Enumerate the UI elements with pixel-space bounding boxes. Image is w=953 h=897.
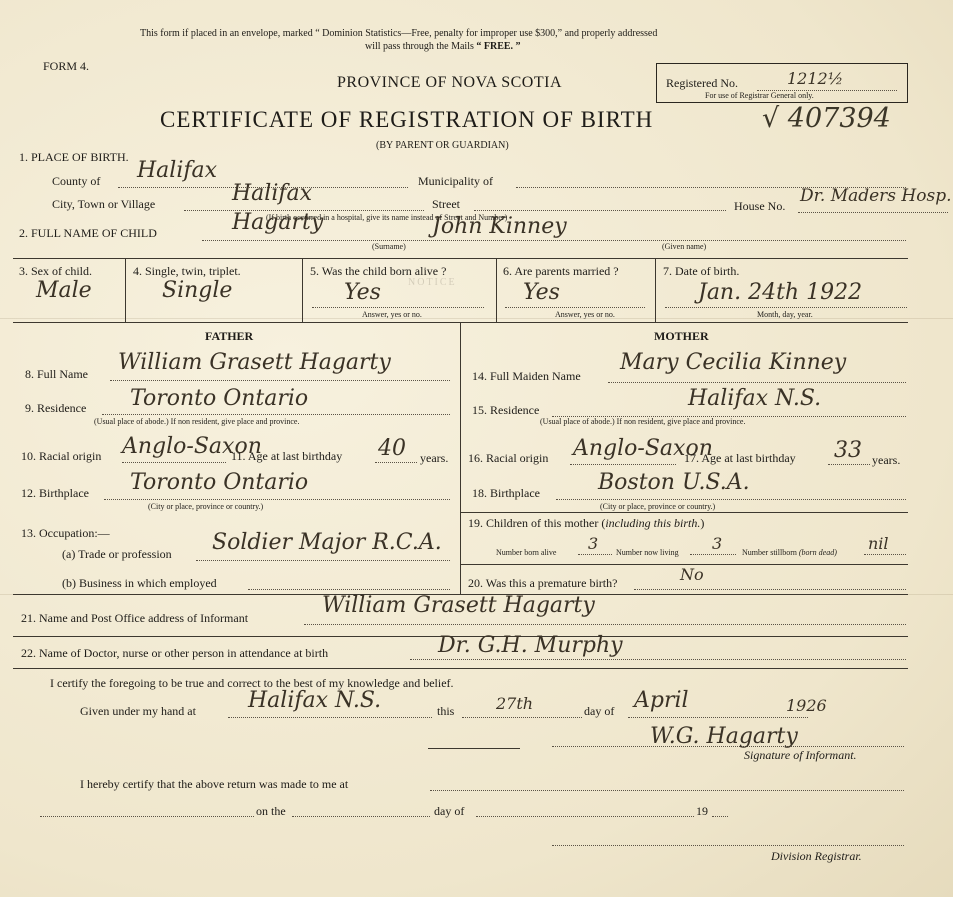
doctor-value: Dr. G.H. Murphy: [438, 633, 623, 658]
father-residence-value: Toronto Ontario: [130, 386, 309, 411]
city-label: City, Town or Village: [52, 197, 156, 211]
mother-living-label: Number now living: [616, 548, 679, 557]
city-value: Halifax: [232, 181, 313, 206]
informant-label: 21. Name and Post Office address of Informant: [21, 611, 249, 625]
year-value: 1926: [786, 696, 827, 715]
registered-box: [656, 63, 908, 103]
doctor-label: 22. Name of Doctor, nurse or other person in attendance at birth: [21, 646, 329, 660]
given-label: Given under my hand at: [80, 704, 196, 718]
dob-note: Month, day, year.: [757, 310, 813, 319]
given-place-value: Halifax N.S.: [248, 688, 382, 713]
signature-label: Signature of Informant.: [744, 748, 857, 762]
mother-heading: MOTHER: [654, 329, 709, 343]
day-value: 27th: [496, 694, 534, 713]
mother-name-value: Mary Cecilia Kinney: [620, 350, 847, 375]
mother-racial-value: Anglo-Saxon: [573, 436, 713, 461]
county-value: Halifax: [137, 158, 218, 183]
form-number: FORM 4.: [43, 59, 90, 73]
father-birthplace-label: 12. Birthplace: [21, 486, 89, 500]
street-label: Street: [432, 197, 460, 211]
house-label: House No.: [734, 199, 786, 213]
registrar-line: I hereby certify that the above return was made to me at: [80, 777, 349, 791]
premature-value: No: [680, 565, 704, 584]
mother-residence-label: 15. Residence: [472, 403, 540, 417]
mother-name-label: 14. Full Maiden Name: [472, 369, 581, 383]
father-residence-label: 9. Residence: [25, 401, 87, 415]
dob-label: 7. Date of birth.: [663, 264, 740, 278]
father-trade-value: Soldier Major R.C.A.: [212, 530, 442, 555]
father-name-label: 8. Full Name: [25, 367, 88, 381]
mother-stillborn-label: Number stillborn (born dead): [742, 548, 837, 557]
county-label: County of: [52, 174, 101, 188]
married-note: Answer, yes or no.: [555, 310, 615, 319]
father-heading: FATHER: [205, 329, 254, 343]
mother-children-label: 19. Children of this mother (including this birth.): [468, 516, 705, 530]
married-value: Yes: [523, 280, 560, 305]
sex-value: Male: [36, 278, 92, 303]
house-value: Dr. Maders Hosp.: [800, 186, 952, 206]
child-given-label: (Given name): [662, 242, 707, 251]
father-birthplace-value: Toronto Ontario: [130, 470, 309, 495]
alive-value: Yes: [344, 280, 381, 305]
plurality-label: 4. Single, twin, triplet.: [133, 264, 241, 278]
child-surname-value: Hagarty: [232, 210, 324, 235]
stamp-number: √ 407394: [762, 103, 891, 134]
father-racial-value: Anglo-Saxon: [122, 434, 262, 459]
father-birthplace-note: (City or place, province or country.): [148, 502, 264, 511]
province-heading: PROVINCE OF NOVA SCOTIA: [337, 74, 563, 91]
father-name-value: William Grasett Hagarty: [118, 350, 391, 375]
month-value: April: [634, 688, 689, 713]
child-name-label: 2. FULL NAME OF CHILD: [19, 226, 157, 240]
child-surname-label: (Surname): [372, 242, 406, 251]
certificate-subtitle: (BY PARENT OR GUARDIAN): [376, 140, 509, 151]
father-occupation-label: 13. Occupation:—: [21, 526, 110, 540]
mother-birthplace-value: Boston U.S.A.: [598, 470, 750, 495]
postal-notice-line1: This form if placed in an envelope, marked “ Dominion Statistics—Free, penalty for improper use $300,” and properly addressed: [140, 28, 658, 39]
informant-value: William Grasett Hagarty: [322, 593, 595, 618]
mother-birthplace-note: (City or place, province or country.): [600, 502, 716, 511]
child-given-value: John Kinney: [432, 214, 567, 239]
place-of-birth-label: 1. PLACE OF BIRTH.: [19, 150, 129, 164]
sex-label: 3. Sex of child.: [19, 264, 92, 278]
father-age-label: 11. Age at last birthday: [231, 449, 343, 463]
alive-label: 5. Was the child born alive ?: [310, 264, 447, 278]
mother-residence-value: Halifax N.S.: [688, 386, 822, 411]
registrar-year-label: 19: [696, 804, 708, 818]
signature-value: W.G. Hagarty: [650, 724, 798, 749]
plurality-value: Single: [162, 278, 233, 303]
premature-label: 20. Was this a premature birth?: [468, 576, 618, 590]
mother-living-value: 3: [712, 534, 723, 553]
mother-stillborn-value: nil: [868, 534, 889, 553]
on-the-label: on the: [256, 804, 286, 818]
father-business-label: (b) Business in which employed: [62, 576, 217, 590]
certify-line: I certify the foregoing to be true and correct to the best of my knowledge and belief.: [50, 676, 454, 690]
mother-residence-note: (Usual place of abode.) If non resident, give place and province.: [540, 417, 746, 426]
mother-age-unit: years.: [872, 453, 901, 467]
father-age-value: 40: [378, 436, 406, 461]
father-age-unit: years.: [420, 451, 449, 465]
mother-age-value: 33: [834, 438, 862, 463]
father-racial-label: 10. Racial origin: [21, 449, 102, 463]
registered-label: Registered No.: [666, 76, 738, 90]
postal-notice-line2: will pass through the Mails “ FREE. ”: [365, 41, 521, 52]
dob-value: Jan. 24th 1922: [698, 280, 863, 305]
registered-value: 1212½: [787, 69, 844, 88]
father-trade-label: (a) Trade or profession: [62, 547, 172, 561]
division-registrar-label: Division Registrar.: [771, 849, 862, 863]
registered-note: For use of Registrar General only.: [705, 91, 814, 100]
hospital-note: (If birth occurred in a hospital, give its name instead of Street and Number): [266, 213, 508, 222]
mother-birthplace-label: 18. Birthplace: [472, 486, 540, 500]
this-label: this: [437, 704, 455, 718]
mother-alive-label: Number born alive: [496, 548, 557, 557]
mother-age-label: 17. Age at last birthday: [684, 451, 796, 465]
registrar-day-label: day of: [434, 804, 465, 818]
day-of-label: day of: [584, 704, 615, 718]
municipality-label: Municipality of: [418, 174, 493, 188]
certificate-title: CERTIFICATE OF REGISTRATION OF BIRTH: [160, 107, 654, 132]
alive-note: Answer, yes or no.: [362, 310, 422, 319]
mother-alive-value: 3: [588, 534, 599, 553]
mother-racial-label: 16. Racial origin: [468, 451, 549, 465]
married-label: 6. Are parents married ?: [503, 264, 619, 278]
background-notice: NOTICE: [408, 277, 457, 288]
father-residence-note: (Usual place of abode.) If non resident, give place and province.: [94, 417, 300, 426]
